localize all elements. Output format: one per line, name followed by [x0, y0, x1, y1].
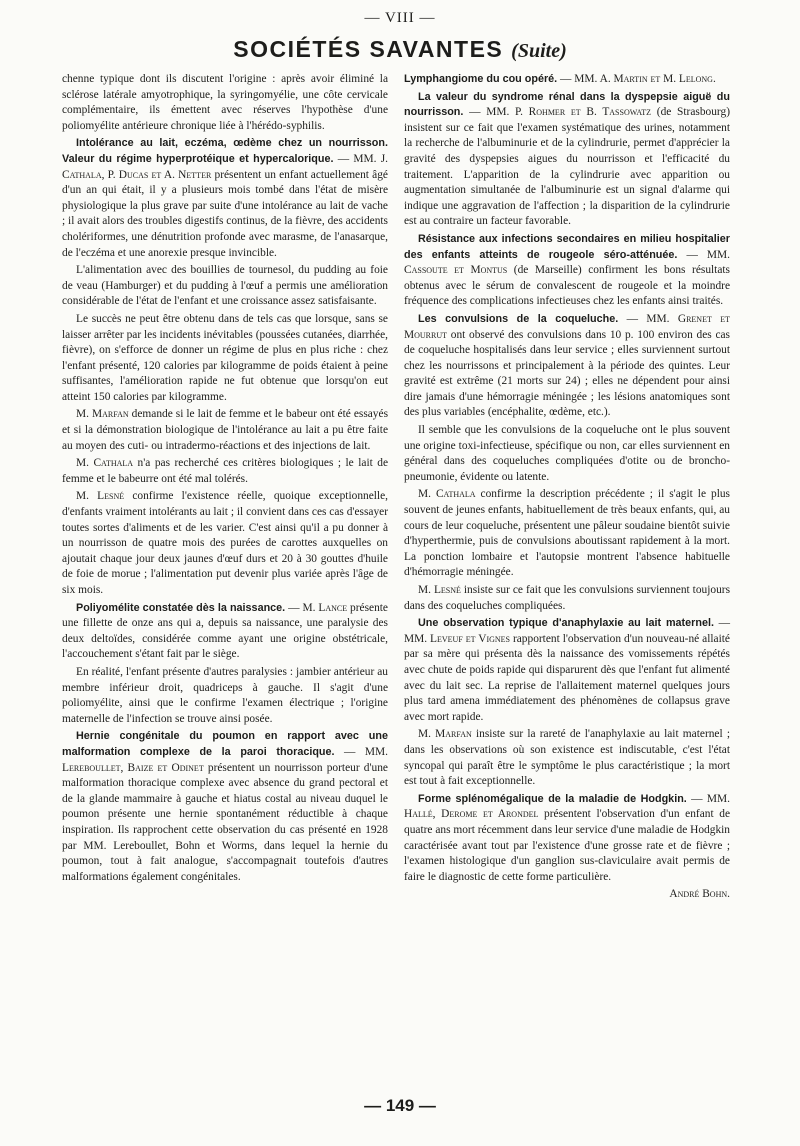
paragraph [404, 72, 730, 88]
paragraph [404, 583, 730, 614]
authors: M. Lesné [76, 490, 125, 503]
paragraph: L'alimentation avec des bouillies de tournesol, du pudding au foie de veau (Hamburger) et du pudding à l'œuf a permis une amélioration considérable de l'état de l'enfant et une croissance assez satisfaisante. [62, 264, 388, 308]
authors: — MM. Grenet et Mourrut [404, 312, 730, 341]
section-title-suite: (Suite) [511, 40, 567, 62]
section-title [0, 36, 800, 63]
article-heading: Forme splénomégalique de la maladie de Hodgkin. [418, 792, 687, 805]
authors: — MM. P. Rohmer et B. Tassowatz [469, 106, 652, 119]
body-text: insiste sur ce fait que les convulsions surviennent toujours dans des coqueluches compliquées. [404, 584, 730, 612]
paragraph [404, 312, 730, 421]
paragraph [62, 407, 388, 454]
authors: M. Marfan [76, 408, 129, 421]
page-number: — 149 — [364, 1096, 436, 1115]
paragraph: En réalité, l'enfant présente d'autres paralysies : jambier antérieur au membre inférieur droit, quadriceps à gauche. Il s'agit d'une poliomyélite, ainsi que le confirme l'examen électrique ; l'origine maternelle de l'infection se trouve ainsi posée. [62, 665, 388, 725]
author-signature: André Bohn. [669, 888, 730, 901]
article-heading: Intolérance au lait, eczéma, œdème chez un nourrisson. Valeur du régime hyperprotéique et hypercalorique. [62, 137, 388, 165]
authors: — MM. Cassoute et Montus [404, 248, 731, 277]
body-text: confirme l'existence réelle, quoique exceptionnelle, d'enfants vraiment intolérants au lait ; il convient dans ces cas d'essayer toutes sortes d'aliments et de les varier. C'est ainsi qu'il a pu donner à un nourrisson de quatre mois des purées de carottes auxquelles on ajoutait chaque jour deux jaunes d'œuf durs et 20 à 30 gouttes d'huile de foie de morue ; l'alimentation put devenir plus variée après l'âge de six mois. [62, 490, 388, 596]
paragraph [404, 232, 730, 310]
body-text: (de Strasbourg) insistent sur ce fait que l'examen systématique des urines, notamment la recherche de l'albuminurie et de la cylindrurie, permet d'apprécier la gravité des dyspepsies aigues du nourrisson et l'efficacité du traitement. L'apparition de la cylindrurie avec apparition ou augmentation simultanée de l'albuminurie est un signal d'alarme qui indique une aggravation de l'affection ; la disparition de la cylindrurie est au contraire un facteur favorable. [404, 106, 730, 228]
paragraph [62, 489, 388, 598]
body-text: insiste sur la rareté de l'anaphylaxie au lait maternel ; dans les observations où son existence est indiscutable, c'est l'état syncopal qui paraît être le symptôme le plus caractéristique ; la mort est tout à fait exceptionnelle. [404, 728, 730, 788]
authors: — MM. J. Cathala, P. Ducas et A. Netter [62, 152, 388, 181]
paragraph [404, 616, 730, 725]
body-text: rapportent l'observation d'un nouveau-né allaité par sa mère qui présenta dès la naissance des vomissements répétés avec chute de poids rapide qui disparurent dès que l'enfant fut alimenté avec du lait sec. La reprise de l'allaitement maternel quelques jours plus tard amena immédiatement des phénomènes de collapsus grave avec mort rapide. [404, 632, 730, 723]
article-heading: La valeur du syndrome rénal dans la dyspepsie aiguë du nourrisson. [404, 90, 730, 119]
article-heading: Poliyomélite constatée dès la naissance. [76, 601, 286, 614]
paragraph: Il semble que les convulsions de la coqueluche ont le plus souvent une origine toxi-infectieuse, spécifique ou non, car elles surviennent en général dans des coqueluches compliquées d'otite ou de broncho-pneumonie, évidente ou latente. [404, 424, 730, 483]
authors: — M. Lance [288, 601, 348, 614]
roman-page-number: — VIII — [364, 10, 436, 26]
article-heading: Les convulsions de la coqueluche. [418, 312, 619, 325]
paragraph [62, 601, 388, 663]
authors: — MM. A. Martin et M. Lelong. [560, 73, 716, 85]
authors: — MM. Lereboullet, Baize et Odinet [62, 745, 389, 774]
paragraph [62, 729, 388, 885]
article-heading: Hernie congénitale du poumon en rapport avec une malformation complexe de la paroi thoracique. [62, 730, 388, 758]
authors: M. Marfan [418, 728, 472, 741]
article-heading: Résistance aux infections secondaires en milieu hospitalier des enfants atteints de rougeole séro-atténuée. [404, 232, 730, 261]
body-text: n'a pas recherché ces critères biologiques ; le lait de femme et le babeurre ont été mal tolérés. [62, 457, 389, 485]
authors: M. Lesné [418, 584, 461, 596]
authors: M. Cathala [76, 457, 134, 470]
body-text: confirme la description précédente ; il s'agit le plus souvent de jeunes enfants, habituellement de très beaux enfants, qui, au cours de leur coqueluche, présentent une pâleur soudaine bientôt suivie d'hyperthermie, puis de convulsions aboutissant rapidement à la mort. La ponction lombaire et l'autopsie montrent l'absence habituelle d'hémorragie méningée. [404, 488, 730, 579]
body-text: ont observé des convulsions dans 10 p. 100 environ des cas de coqueluche hospitalisés dans leur service ; elles surviennent surtout chez les nourrissons et principalement à la période des quintes. Leur gravité est extrême (21 morts sur 24) ; elles ne dépendent pour ainsi dire jamais d'une hémorragie méningée ; les lésions anatomiques sont des plus variables (encéphalite, œdème, etc.). [404, 328, 730, 419]
paragraph [404, 727, 730, 789]
body-text: présentent un nourrisson porteur d'une malformation thoracique complexe avec absence du grand pectoral et de la glande mammaire à gauche et hiatus costal au niveau duquel le poumon présente une hernie spontanément réductible à chaque inspiration. Ils rapprochent cette observation du cas présenté en 1928 par MM. Lereboullet, Bohn et Worms, dans lequel la hernie du poumon, tout à fait analogue, s'accompagnait toutefois d'autres malformations également congénitales. [62, 761, 388, 883]
authors: — MM. Leveuf et Vignes [404, 617, 730, 645]
body-text: présentent l'observation d'un enfant de quatre ans mort récemment dans leur service d'une maladie de Hodgkin caractérisée avant tout par l'existence d'une grosse rate et de fièvre ; l'examen histologique d'un ganglion sus-claviculaire avait permis de faire le diagnostic de cette forme particulière. [404, 808, 731, 883]
body-text: (de Marseille) confirment les bons résultats obtenus avec le sérum de convalescent de rougeole et la moindre fréquence des complications infectieuses chez les enfants ainsi traités. [404, 264, 730, 308]
paragraph [62, 456, 388, 487]
body-text: présentent un enfant actuellement âgé d'un an qui était, il y a plusieurs mois tombé dans l'état de misère physiologique la plus grave par suite d'une intolérance au lait de vache ; il avait alors des troubles digestifs continus, de la fièvre, des accidents cholériformes, une dénutrition profonde avec marasme, de l'anasarque, de l'eczéma et une anorexie presque invincible. [62, 168, 388, 259]
paragraph [62, 136, 388, 261]
paragraph [404, 90, 730, 230]
left-column [62, 72, 388, 887]
paragraph: chenne typique dont ils discutent l'origine : après avoir éliminé la sclérose latérale amyotrophique, la syringomyélie, une côte cervicale complémentaire, ils émettent avec réserves l'hypothèse d'une poliomyélite antérieure chronique liée à l'hérédo-syphilis. [62, 73, 388, 132]
body-text: demande si le lait de femme et le babeur ont été essayés et si la démonstration biologique de l'intolérance au lait a pu être faite au moyen des cuti- ou intradermo-réactions et des injections de lait. [62, 408, 388, 452]
paragraph [404, 792, 730, 886]
authors: — MM. Hallé, Derome et Arondel [404, 792, 730, 821]
paragraph: Le succès ne peut être obtenu dans de tels cas que lorsque, sans se laisser arrêter par les incidents inévitables (poussées cutanées, diarrhée, fièvre), on s'efforce de donner un régime de plus en plus riche : chez l'enfant présenté, 120 calories par kilogramme de poids étaient à peine suffisantes, l'amélioration rapide ne fut obtenue que lorsqu'on eut atteint 150 calories par kilogramme. [62, 312, 388, 403]
paragraph [404, 487, 730, 581]
article-heading: Lymphangiome du cou opéré. [404, 73, 558, 85]
section-title-text: SOCIÉTÉS SAVANTES [233, 36, 504, 62]
article-heading: Une observation typique d'anaphylaxie au lait maternel. [418, 617, 714, 630]
authors: M. Cathala [418, 488, 476, 501]
right-column [404, 72, 730, 903]
body-text: présente une fillette de onze ans qui a, depuis sa naissance, une paralysie des deux deltoïdes, considérée comme ayant une origine obstétricale, l'accouchement s'étant fait par le siège. [62, 601, 388, 661]
